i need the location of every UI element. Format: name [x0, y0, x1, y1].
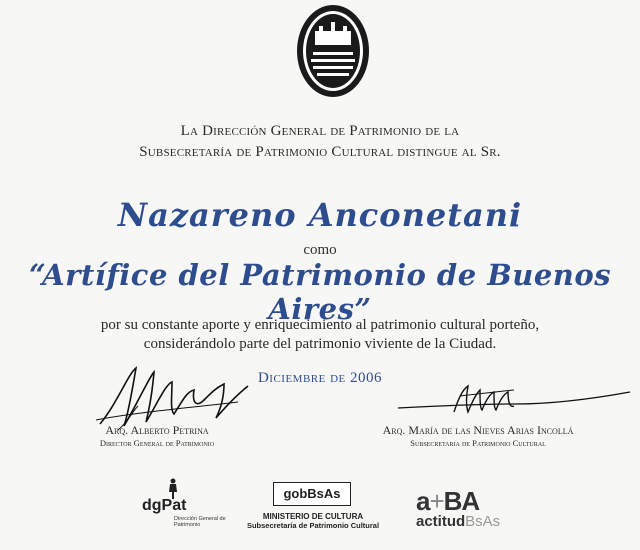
gobbsas-logo: gobBsAs — [273, 482, 351, 506]
aba-a: a — [416, 486, 430, 516]
ministry-label: MINISTERIO DE CULTURA — [262, 512, 364, 521]
connector-text: como — [303, 242, 337, 258]
bsas-word: BsAs — [465, 513, 501, 530]
body-line-1: por su constante aporte y enriquecimiento al patrimonio cultural porteño, — [100, 317, 540, 333]
aba-ba: BA — [443, 486, 480, 516]
recipient-name: Nazareno Anconetani — [117, 196, 523, 234]
dgpat-subtitle: Dirección General de Patrimonio — [174, 516, 226, 528]
city-emblem-icon — [295, 2, 371, 100]
signature-arias-incolla-icon — [396, 380, 632, 420]
signatory-1-name: Arq. Alberto Petrina — [105, 423, 209, 437]
intro-line-2: Subsecretaría de Patrimonio Cultural distingue al Sr. — [139, 144, 501, 160]
signatory-1-role: Director General de Patrimonio — [99, 438, 215, 448]
intro-line-1: La Dirección General de Patrimonio de la — [180, 123, 460, 139]
body-line-2: considerándolo parte del patrimonio viviente de la Ciudad. — [143, 336, 497, 352]
aba-logo — [416, 488, 479, 514]
award-title: “Artífice del Patrimonio de Buenos Aires” — [28, 258, 612, 326]
subsecretaria-label: Subsecretaría de Patrimonio Cultural — [246, 521, 380, 530]
signatory-2-role: Subsecretaria de Patrimonio Cultural — [410, 438, 546, 448]
aba-plus: + — [429, 486, 444, 516]
certificate-date: Diciembre de 2006 — [257, 370, 383, 386]
dgpat-logo: dgPat — [142, 497, 187, 514]
actitud-bsas-logo — [416, 514, 500, 530]
signatory-2-name: Arq. María de las Nieves Arias Incollá — [382, 423, 574, 437]
actitud-word: actitud — [416, 513, 466, 530]
